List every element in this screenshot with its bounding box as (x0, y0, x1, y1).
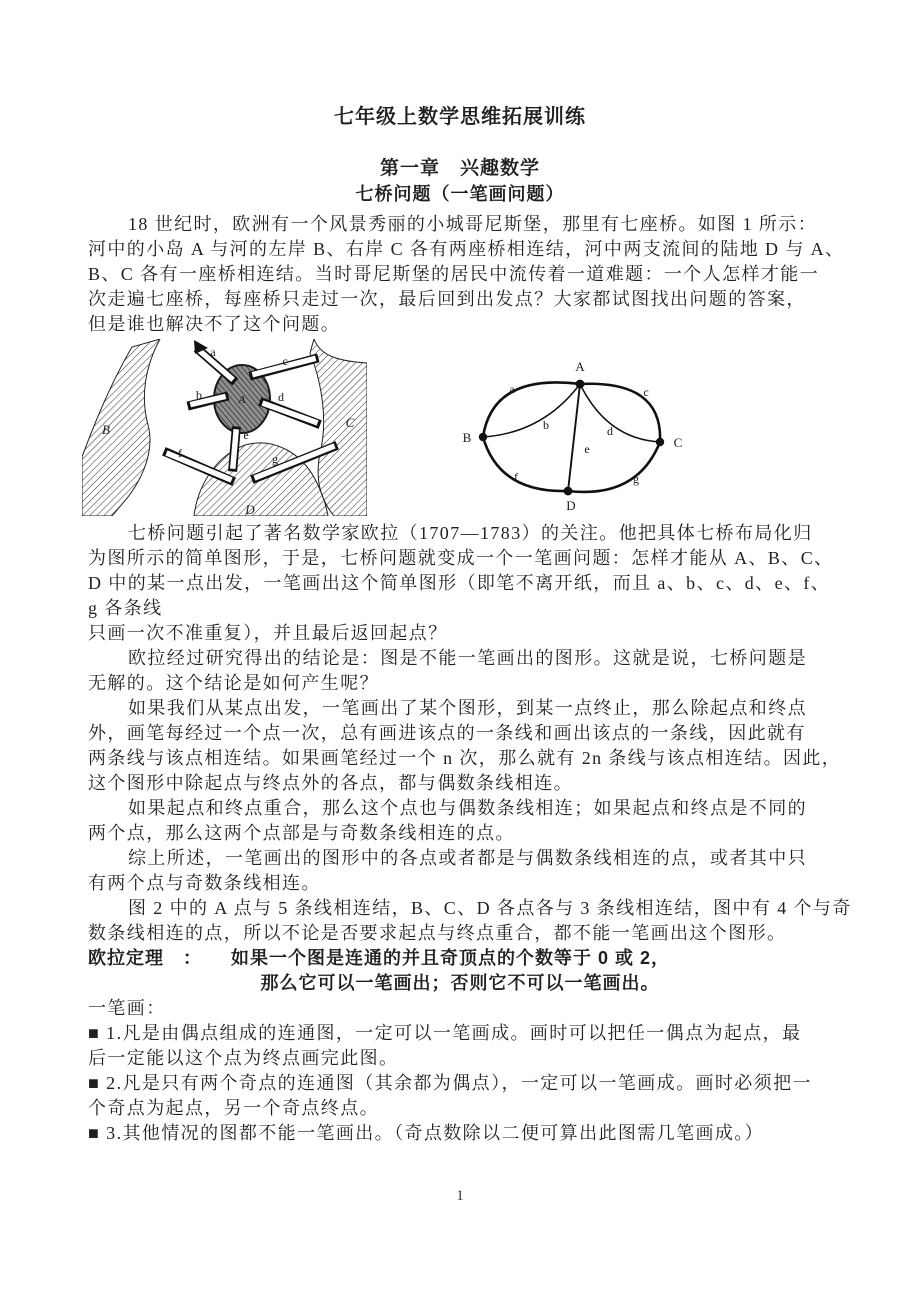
map-label-d: d (278, 390, 284, 404)
text-line: 有两个点与奇数条线相连。 (88, 873, 321, 893)
map-label-a: a (210, 345, 216, 359)
text-line: 次走遍七座桥，每座桥只走过一次，最后回到出发点？大家都试图找出问题的答案， (88, 289, 806, 309)
page-title: 七年级上数学思维拓展训练 (334, 106, 586, 128)
euler-theorem-line: 欧拉定理 ： 如果一个图是连通的并且奇顶点的个数等于 0 或 2， (88, 948, 671, 968)
text-line: 但是谁也解决不了这个问题。 (88, 314, 341, 334)
graph-label-e: e (584, 442, 590, 456)
rule-item-line: ■ 1.凡是由偶点组成的连通图，一定可以一笔画成。画时可以把任一偶点为起点，最 (88, 1023, 802, 1043)
map-label-B: B (102, 422, 110, 437)
graph-label-B: B (462, 430, 472, 445)
graph-label-b: b (543, 418, 549, 432)
text-line: 七桥问题引起了著名数学家欧拉（1707—1783）的关注。他把具体七桥布局化归 (128, 523, 813, 543)
map-label-D: D (245, 502, 255, 516)
graph-label-a: a (509, 382, 515, 396)
graph-label-g: g (633, 472, 639, 486)
text-line: 无解的。这个结论是如何产生呢？ (88, 673, 379, 693)
text-line: 河中的小岛 A 与河的左岸 B、右岸 C 各有两座桥相连结，河中两支流间的陆地 D 与 A、 (88, 239, 845, 259)
graph-label-d: d (607, 424, 613, 438)
rule-item-line: ■ 2.凡是只有两个奇点的连通图（其余都为偶点），一定可以一笔画成。画时必须把一 (88, 1073, 812, 1093)
chapter-heading: 第一章 兴趣数学 (379, 158, 540, 179)
text-line: D 中的某一点出发，一笔画出这个简单图形（即笔不离开纸，而且 a、b、c、d、e、f、 (88, 573, 831, 593)
text-line: 18 世纪时，欧洲有一个风景秀丽的小城哥尼斯堡，那里有七座桥。如图 1 所示： (128, 214, 818, 234)
map-label-g: g (272, 452, 278, 466)
text-line: 这个图形中除起点与终点外的各点，都与偶数条线相连。 (88, 773, 573, 793)
body-text (88, 212, 852, 1146)
graph-label-f: f (514, 470, 518, 484)
text-line: 欧拉经过研究得出的结论是：图是不能一笔画出的图形。这就是说，七桥问题是 (128, 648, 807, 668)
graph-label-c: c (643, 385, 649, 399)
map-label-f: f (178, 446, 182, 460)
text-line: 外，画笔每经过一个点一次，总有画进该点的一条线和画出该点的一条线，因此就有 (88, 723, 806, 743)
graph-label-A: A (575, 359, 585, 374)
rule-item-line: 后一定能以这个点为终点画完此图。 (88, 1048, 399, 1068)
graph-label-D: D (566, 498, 576, 513)
figure-koenigsberg-map (82, 339, 367, 516)
map-label-c: c (282, 354, 288, 368)
one-stroke-heading: 一笔画： (88, 998, 166, 1018)
document-content (88, 0, 852, 1146)
text-line: 只画一次不准重复），并且最后返回起点？ (88, 623, 448, 643)
rule-item-line: 个奇点为起点，另一个奇点终点。 (88, 1098, 379, 1118)
figures-row (88, 337, 832, 521)
section-heading: 七桥问题（一笔画问题） (355, 184, 565, 204)
page-number: 1 (456, 1188, 464, 1204)
map-label-e: e (243, 428, 249, 442)
rule-item-line: ■ 3.其他情况的图都不能一笔画出。（奇点数除以二便可算出此图需几笔画成。） (88, 1123, 765, 1143)
text-line: g 各条线 (88, 598, 163, 618)
map-label-C: C (345, 415, 355, 430)
text-line: 综上所述，一笔画出的图形中的各点或者都是与偶数条线相连的点，或者其中只 (128, 848, 807, 868)
figure-bridges-graph (455, 347, 720, 517)
text-line: 如果我们从某点出发，一笔画出了某个图形，到某一点终止，那么除起点和终点 (128, 698, 807, 718)
text-line: B、C 各有一座桥相连结。当时哥尼斯堡的居民中流传着一道难题：一个人怎样才能一 (88, 264, 820, 284)
text-line: 为图所示的简单图形，于是，七桥问题就变成一个一笔画问题：怎样才能从 A、B、C、 (88, 548, 834, 568)
text-line: 两条线与该点相连结。如果画笔经过一个 n 次，那么就有 2n 条线与该点相连结。因此， (88, 748, 842, 768)
map-label-b: b (196, 388, 202, 402)
text-line: 数条线相连的点，所以不论是否要求起点与终点重合，都不能一笔画出这个图形。 (88, 923, 787, 943)
map-left-bank (82, 339, 160, 516)
map-label-A: A (238, 394, 246, 406)
euler-theorem-line: 那么它可以一笔画出；否则它不可以一笔画出。 (260, 973, 660, 993)
text-line: 两个点，那么这两个点部是与奇数条线相连的点。 (88, 823, 515, 843)
text-line: 如果起点和终点重合，那么这个点也与偶数条线相连；如果起点和终点是不同的 (128, 798, 807, 818)
text-line: 图 2 中的 A 点与 5 条线相连结，B、C、D 各点各与 3 条线相连结，图中有 4 个与奇 (128, 898, 852, 918)
graph-label-C: C (673, 435, 683, 450)
